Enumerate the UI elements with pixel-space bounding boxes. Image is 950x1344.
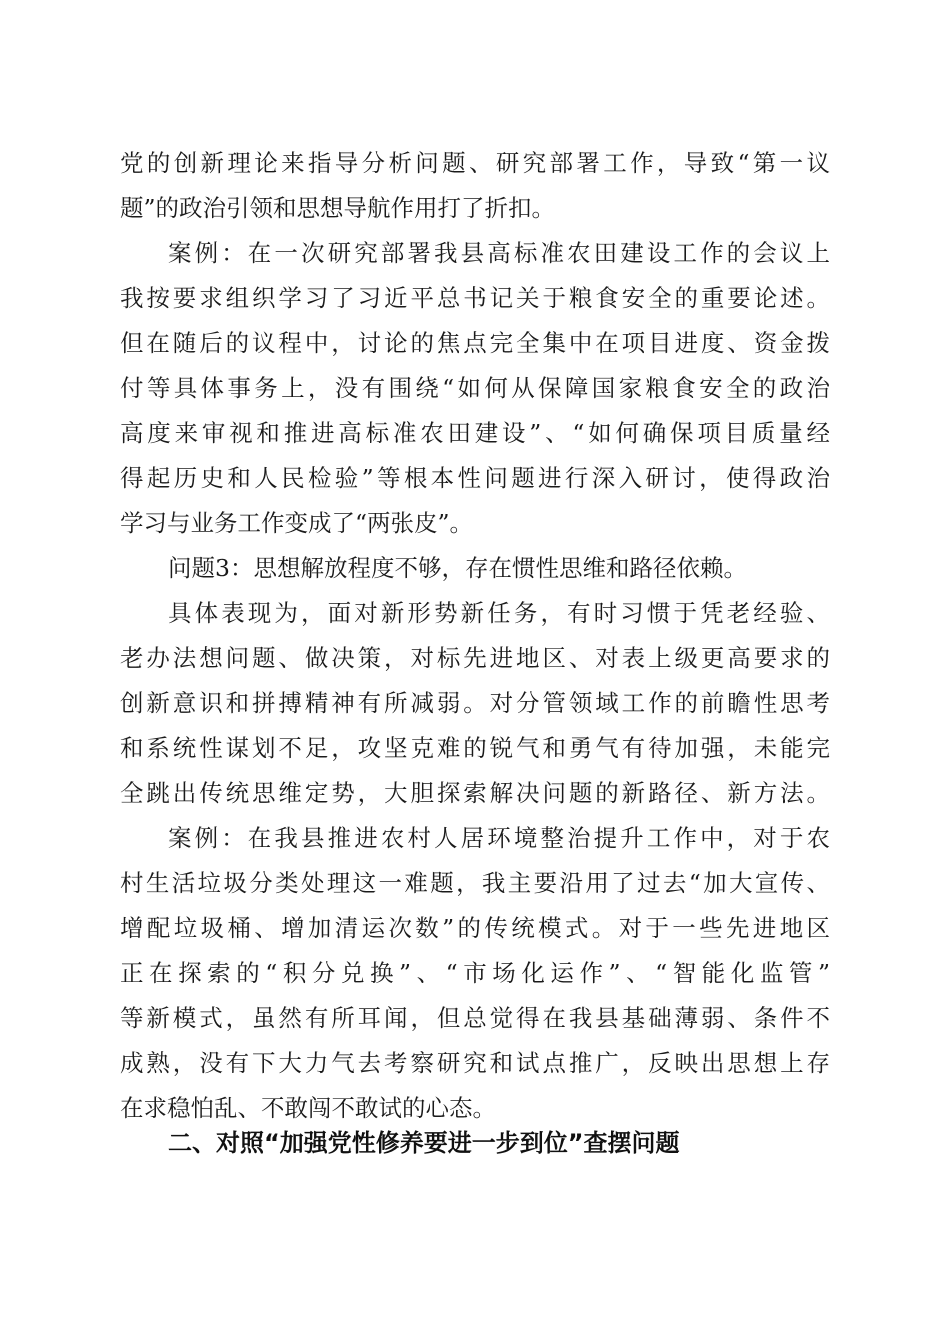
text-line: 题”的政治引领和思想导航作用打了折扣。 [120,194,556,222]
text-line: 学习与业务工作变成了“两张皮”。 [120,509,474,537]
text-line: 在求稳怕乱、不敢闯不敢试的心态。 [120,1094,496,1122]
text-line: 案例：在我县推进农村人居环境整治提升工作中，对于农 [168,824,830,852]
text-line: 高度来审视和推进高标准农田建设”、“如何确保项目质量经 [120,419,830,447]
text-line: 但在随后的议程中，讨论的焦点完全集中在项目进度、资金拨 [120,329,830,357]
text-line: 成熟，没有下大力气去考察研究和试点推广，反映出思想上存 [120,1049,830,1077]
text-line: 全跳出传统思维定势，大胆探索解决问题的新路径、新方法。 [120,779,830,807]
text-line: 得起历史和人民检验”等根本性问题进行深入研讨，使得政治 [120,464,830,492]
text-line: 创新意识和拼搏精神有所减弱。对分管领域工作的前瞻性思考 [120,689,830,717]
text-line: 老办法想问题、做决策，对标先进地区、对表上级更高要求的 [120,644,830,672]
text-line: 增配垃圾桶、增加清运次数”的传统模式。对于一些先进地区 [120,914,830,942]
text-line: 问题3：思想解放程度不够，存在惯性思维和路径依赖。 [168,554,747,582]
text-line: 等新模式，虽然有所耳闻，但总觉得在我县基础薄弱、条件不 [120,1004,830,1032]
text-line: 具体表现为，面对新形势新任务，有时习惯于凭老经验、 [168,599,830,627]
text-line: 我按要求组织学习了习近平总书记关于粮食安全的重要论述。 [120,284,830,312]
text-line: 村生活垃圾分类处理这一难题，我主要沿用了过去“加大宣传、 [120,869,830,897]
text-line: 和系统性谋划不足，攻坚克难的锐气和勇气有待加强，未能完 [120,734,830,762]
text-line: 正在探索的“积分兑换”、“市场化运作”、“智能化监管” [120,959,830,987]
text-line: 付等具体事务上，没有围绕“如何从保障国家粮食安全的政治 [120,374,830,402]
text-line: 党的创新理论来指导分析问题、研究部署工作，导致“第一议 [120,149,830,177]
section-heading: 二、对照“加强党性修养要进一步到位”查摆问题 [168,1129,680,1157]
text-line: 案例：在一次研究部署我县高标准农田建设工作的会议上 [168,239,830,267]
